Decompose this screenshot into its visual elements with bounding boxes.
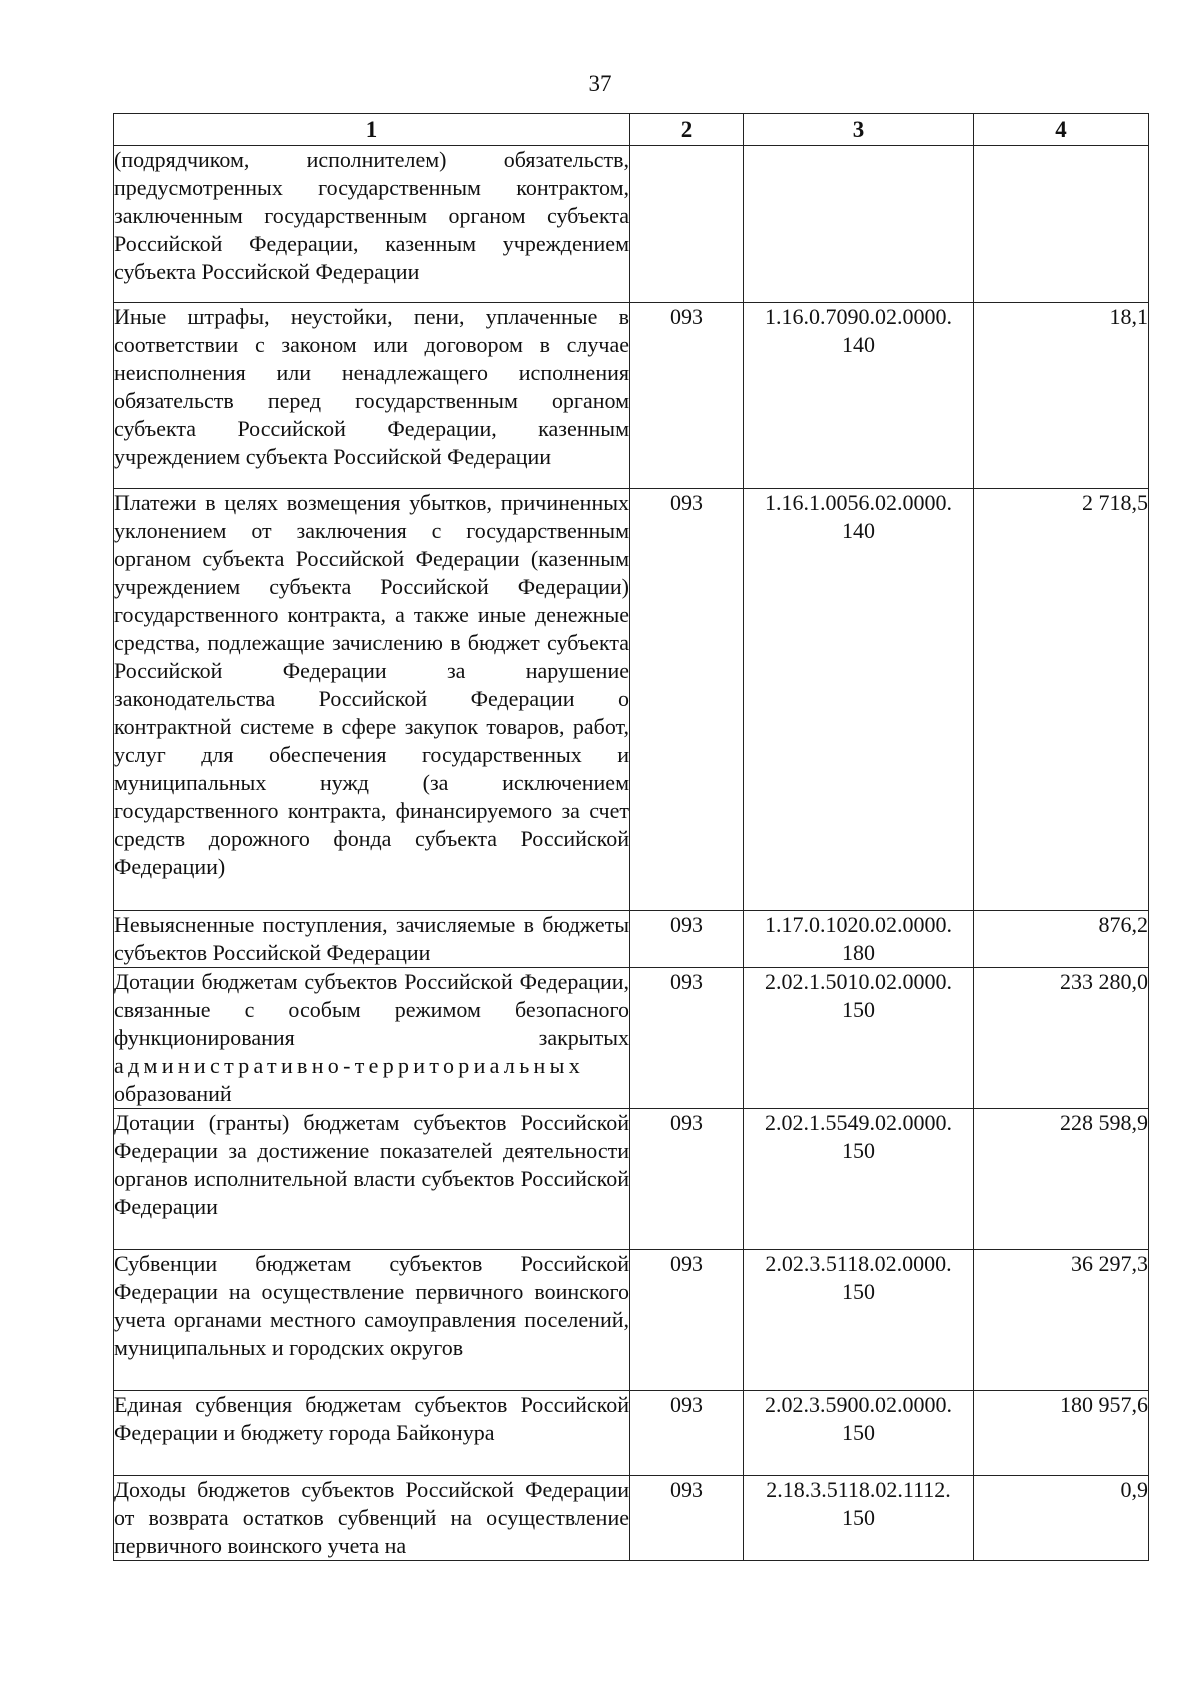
row-description: Доходы бюджетов субъектов Российской Федерации от возврата остатков субвенций на осуществление первичного воинского учета на (114, 1476, 630, 1561)
table-row (114, 1109, 1149, 1250)
row-budget-code (744, 968, 974, 1109)
row-budget-code (744, 1250, 974, 1391)
budget-code-part-2: 150 (842, 1420, 875, 1445)
budget-code-part-1: 2.02.1.5010.02.0000. (765, 969, 952, 994)
row-budget-code (744, 1391, 974, 1476)
row-description: Дотации (гранты) бюджетам субъектов Российской Федерации за достижение показателей деятельности органов исполнительной власти субъектов Российской Федерации (114, 1109, 630, 1250)
budget-code-part-2: 140 (842, 332, 875, 357)
column-header-1: 1 (114, 114, 630, 146)
row-amount: 2 718,5 (974, 489, 1149, 911)
row-budget-code (744, 146, 974, 303)
row-amount (974, 146, 1149, 303)
row-amount: 228 598,9 (974, 1109, 1149, 1250)
row-admin-code: 093 (630, 911, 744, 968)
column-header-2: 2 (630, 114, 744, 146)
budget-code-part-1: 2.02.3.5900.02.0000. (765, 1392, 952, 1417)
row-description (114, 968, 630, 1109)
column-header-3: 3 (744, 114, 974, 146)
row-admin-code: 093 (630, 1476, 744, 1561)
row-amount: 18,1 (974, 303, 1149, 489)
row-budget-code (744, 911, 974, 968)
row-admin-code: 093 (630, 303, 744, 489)
table-row (114, 1476, 1149, 1561)
budget-code-part-1: 2.02.1.5549.02.0000. (765, 1110, 952, 1135)
budget-code-part-1: 1.16.1.0056.02.0000. (765, 490, 952, 515)
budget-code-part-1: 2.18.3.5118.02.1112. (766, 1477, 951, 1502)
row-admin-code: 093 (630, 968, 744, 1109)
table-header-row (114, 114, 1149, 146)
budget-code-part-2: 150 (842, 1505, 875, 1530)
row-description: Иные штрафы, неустойки, пени, уплаченные в соответствии с законом или договором в случае неисполнения или ненадлежащего исполнения обязательств перед государственным органом субъекта Российской Федерации, казенным учреждением субъекта Российской Федерации (114, 303, 630, 489)
row-budget-code (744, 1109, 974, 1250)
row-admin-code (630, 146, 744, 303)
row-admin-code: 093 (630, 1109, 744, 1250)
budget-code-part-2: 140 (842, 518, 875, 543)
budget-code-part-2: 180 (842, 940, 875, 965)
budget-code-part-1: 1.17.0.1020.02.0000. (765, 912, 952, 937)
budget-code-part-2: 150 (842, 1279, 875, 1304)
row-amount: 36 297,3 (974, 1250, 1149, 1391)
row-admin-code: 093 (630, 489, 744, 911)
row-description-part-3: образований (114, 1081, 232, 1106)
row-amount: 876,2 (974, 911, 1149, 968)
row-budget-code (744, 303, 974, 489)
table-row (114, 146, 1149, 303)
table-row (114, 303, 1149, 489)
row-description: Невыясненные поступления, зачисляемые в бюджеты субъектов Российской Федерации (114, 911, 630, 968)
table-row (114, 968, 1149, 1109)
budget-code-part-2: 150 (842, 997, 875, 1022)
row-budget-code (744, 489, 974, 911)
table-row (114, 489, 1149, 911)
row-budget-code (744, 1476, 974, 1561)
row-description-part-2: административно-территориальных (114, 1053, 584, 1078)
row-amount: 0,9 (974, 1476, 1149, 1561)
table-row (114, 1250, 1149, 1391)
row-description: Платежи в целях возмещения убытков, причиненных уклонением от заключения с государственным органом субъекта Российской Федерации (казенным учреждением субъекта Российской Федерации) государственного контракта, а также иные денежные средства, подлежащие зачислению в бюджет субъекта Российской Федерации за нарушение законодательства Российской Федерации о контрактной системе в сфере закупок товаров, работ, услуг для обеспечения государственных и муниципальных нужд (за исключением государственного контракта, финансируемого за счет средств дорожного фонда субъекта Российской Федерации) (114, 489, 630, 911)
budget-code-part-2: 150 (842, 1138, 875, 1163)
row-description: Субвенции бюджетам субъектов Российской Федерации на осуществление первичного воинского учета органами местного самоуправления поселений, муниципальных и городских округов (114, 1250, 630, 1391)
revenue-table (113, 113, 1149, 1561)
row-admin-code: 093 (630, 1250, 744, 1391)
row-description-part-1: Дотации бюджетам субъектов Российской Федерации, связанные с особым режимом безопасного функционирования закрытых (114, 969, 629, 1050)
row-description: Единая субвенция бюджетам субъектов Российской Федерации и бюджету города Байконура (114, 1391, 630, 1476)
row-admin-code: 093 (630, 1391, 744, 1476)
row-amount: 180 957,6 (974, 1391, 1149, 1476)
budget-code-part-1: 2.02.3.5118.02.0000. (765, 1251, 952, 1276)
row-amount: 233 280,0 (974, 968, 1149, 1109)
row-description: (подрядчиком, исполнителем) обязательств, предусмотренных государственным контрактом, заключенным государственным органом субъекта Российской Федерации, казенным учреждением субъекта Российской Федерации (114, 146, 630, 303)
table-row (114, 911, 1149, 968)
column-header-4: 4 (974, 114, 1149, 146)
page-number: 37 (588, 71, 612, 96)
budget-code-part-1: 1.16.0.7090.02.0000. (765, 304, 952, 329)
table-row (114, 1391, 1149, 1476)
